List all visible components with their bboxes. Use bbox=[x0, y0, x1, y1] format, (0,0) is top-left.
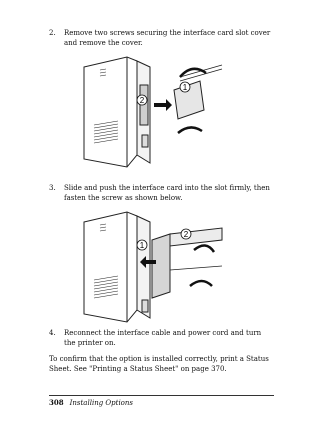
section-title: Installing Options bbox=[69, 399, 133, 407]
interface-card bbox=[152, 234, 170, 298]
power-connector bbox=[142, 135, 148, 147]
curved-arrow-icon bbox=[178, 127, 202, 133]
footer-divider bbox=[49, 395, 274, 396]
power-connector bbox=[142, 300, 148, 312]
page-number: 308 bbox=[49, 398, 64, 407]
callout-1: 1 bbox=[139, 241, 145, 250]
figure-remove-cover bbox=[82, 55, 232, 170]
callout-2: 2 bbox=[139, 96, 145, 105]
step-number: 4. bbox=[49, 329, 56, 337]
step-text: Reconnect the interface cable and power cord and turn the printer on. bbox=[64, 329, 262, 347]
step-number: 3. bbox=[49, 184, 56, 192]
step-number: 2. bbox=[49, 29, 56, 37]
arrow-icon bbox=[154, 99, 172, 111]
callout-1: 1 bbox=[182, 83, 188, 92]
status-sheet-note: To confirm that the option is installed correctly, print a Status Sheet. See "Printing a Status Sheet" on page 370. bbox=[49, 355, 269, 373]
callout-2: 2 bbox=[183, 230, 189, 239]
figure-insert-card bbox=[82, 210, 232, 325]
step-text: Remove two screws securing the interface card slot cover and remove the cover. bbox=[64, 29, 271, 47]
printer-side-panel bbox=[84, 57, 137, 167]
curved-arrow-icon bbox=[194, 245, 214, 252]
step-text: Slide and push the interface card into the slot firmly, then fasten the screw as shown below. bbox=[64, 184, 270, 202]
printer-side-panel bbox=[84, 212, 137, 322]
curved-arrow-icon bbox=[190, 281, 212, 286]
page-footer bbox=[49, 398, 133, 408]
